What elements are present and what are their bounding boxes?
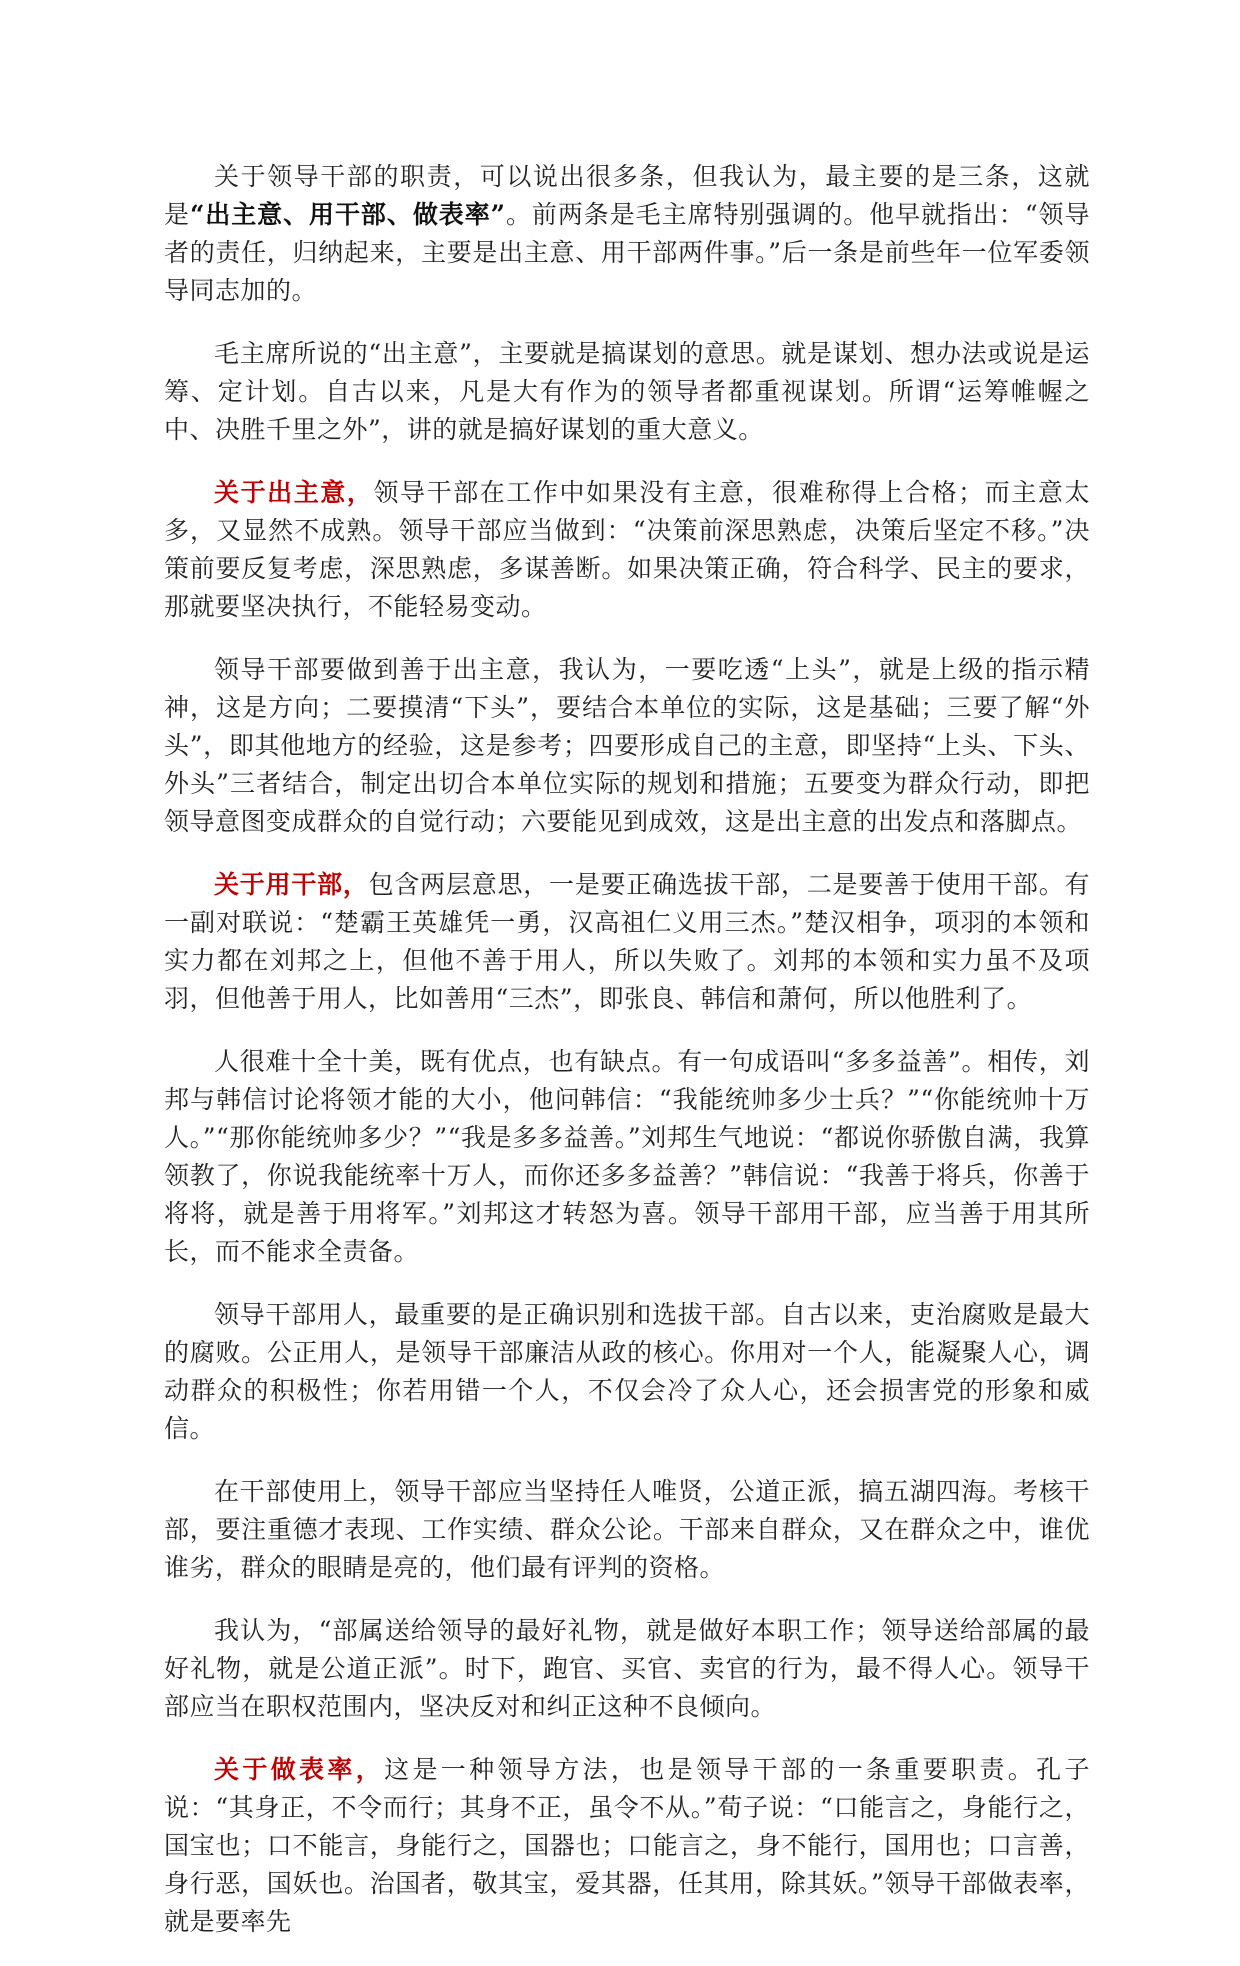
paragraph-about-zuo-biaoshuai: [164, 1751, 1090, 1941]
paragraph-text: 人很难十全十美，既有优点，也有缺点。有一句成语叫“多多益善”。相传，刘邦与韩信讨论将领才能的大小，他问韩信：“我能统帅多少士兵？”“你能统帅十万人。”“那你能统帅多少？”“我是多多益善。”刘邦生气地说：“都说你骄傲自满，我算领教了，你说我能统率十万人，而你还多多益善？”韩信说：“我善于将兵，你善于将将，就是善于用将军。”刘邦这才转怒为喜。领导干部用干部，应当善于用其所长，而不能求全责备。: [164, 1047, 1090, 1266]
three-duties-emphasis: “出主意、用干部、做表率”: [189, 200, 506, 229]
paragraph-text: 这是一种领导方法，也是领导干部的一条重要职责。孔子说：“其身正，不令而行；其身不正，虽令不从。”荀子说：“口能言之，身能行之，国宝也；口不能言，身能行之，国器也；口能言之，身不能行，国用也；口言善，身行恶，国妖也。治国者，敬其宝，爱其器，任其用，除其妖。”领导干部做表率，就是要率先: [164, 1755, 1090, 1936]
paragraph-intro: [164, 158, 1090, 310]
paragraph-good-at-ideas: [164, 651, 1090, 841]
section-lead-yong-ganbu: 关于用干部，: [214, 870, 369, 899]
section-lead-chu-zhuyi: 关于出主意，: [214, 478, 374, 507]
paragraph-chu-zhuyi-meaning: [164, 335, 1090, 449]
paragraph-text: 在干部使用上，领导干部应当坚持任人唯贤，公道正派，搞五湖四海。考核干部，要注重德才表现、工作实绩、群众公论。干部来自群众，又在群众之中，谁优谁劣，群众的眼睛是亮的，他们最有评判的资格。: [164, 1477, 1090, 1582]
paragraph-text: 毛主席所说的“出主意”，主要就是搞谋划的意思。就是谋划、想办法或说是运筹、定计划。自古以来，凡是大有作为的领导者都重视谋划。所谓“运筹帷幄之中、决胜千里之外”，讲的就是搞好谋划的重大意义。: [164, 339, 1090, 444]
paragraph-text: 领导干部用人，最重要的是正确识别和选拔干部。自古以来，吏治腐败是最大的腐败。公正用人，是领导干部廉洁从政的核心。你用对一个人，能凝聚人心，调动群众的积极性；你若用错一个人，不仅会冷了众人心，还会损害党的形象和威信。: [164, 1300, 1090, 1443]
document-page: [164, 158, 1090, 1966]
paragraph-text: 包含两层意思，一是要正确选拔干部，二是要善于使用干部。有一副对联说：“楚霸王英雄凭一勇，汉高祖仁义用三杰。”楚汉相争，项羽的本领和实力都在刘邦之上，但他不善于用人，所以失败了。刘邦的本领和实力虽不及项羽，但他善于用人，比如善用“三杰”，即张良、韩信和萧何，所以他胜利了。: [164, 870, 1090, 1013]
paragraph-using-cadres: [164, 1473, 1090, 1587]
paragraph-intro-text-after: 。前两条是毛主席特别强调的。他早就指出：“领导者的责任，归纳起来，主要是出主意、用干部两件事。”后一条是前些年一位军委领导同志加的。: [164, 200, 1090, 305]
paragraph-text: 领导干部在工作中如果没有主意，很难称得上合格；而主意太多，又显然不成熟。领导干部应当做到：“决策前深思熟虑，决策后坚定不移。”决策前要反复考虑，深思熟虑，多谋善断。如果决策正确，符合科学、民主的要求，那就要坚决执行，不能轻易变动。: [164, 478, 1090, 621]
paragraph-about-chu-zhuyi: [164, 474, 1090, 626]
section-lead-zuo-biaoshuai: 关于做表率，: [214, 1755, 385, 1784]
paragraph-text: 我认为，“部属送给领导的最好礼物，就是做好本职工作；领导送给部属的最好礼物，就是公道正派”。时下，跑官、买官、卖官的行为，最不得人心。领导干部应当在职权范围内，坚决反对和纠正这种不良倾向。: [164, 1616, 1090, 1721]
paragraph-duoduo-yishan: [164, 1043, 1090, 1271]
paragraph-intro-text-before: 关于领导干部的职责，可以说出很多条，但我认为，最主要的是三条，这就是: [164, 162, 1090, 229]
paragraph-best-gift: [164, 1612, 1090, 1726]
paragraph-selecting-cadres: [164, 1296, 1090, 1448]
paragraph-text: 领导干部要做到善于出主意，我认为，一要吃透“上头”，就是上级的指示精神，这是方向；二要摸清“下头”，要结合本单位的实际，这是基础；三要了解“外头”，即其他地方的经验，这是参考；四要形成自己的主意，即坚持“上头、下头、外头”三者结合，制定出切合本单位实际的规划和措施；五要变为群众行动，即把领导意图变成群众的自觉行动；六要能见到成效，这是出主意的出发点和落脚点。: [164, 655, 1090, 836]
paragraph-about-yong-ganbu: [164, 866, 1090, 1018]
